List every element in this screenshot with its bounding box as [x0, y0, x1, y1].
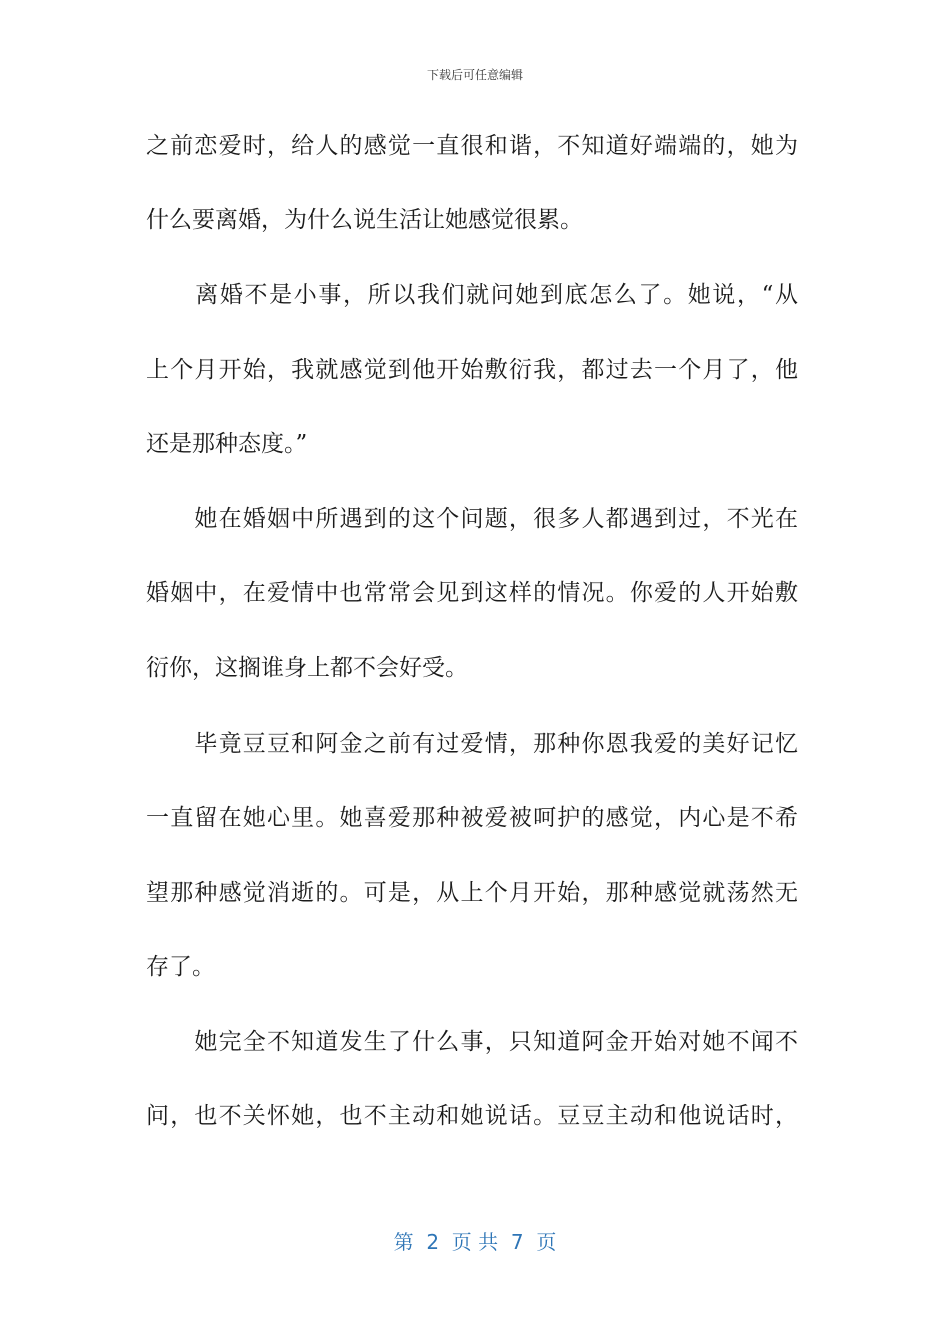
text-line: 问，也不关怀她，也不主动和她说话。豆豆主动和他说话时，: [146, 1103, 798, 1129]
text-line: 衍你，这搁谁身上都不会好受。: [146, 655, 468, 681]
text-line: 毕竟豆豆和阿金之前有过爱情，那种你恩我爱的美好记忆: [146, 731, 798, 757]
text-line: 一直留在她心里。她喜爱那种被爱被呵护的感觉，内心是不希: [146, 805, 798, 831]
page-footer: 第 2 页 共 7 页: [393, 1230, 557, 1254]
text-line: 什么要离婚，为什么说生活让她感觉很累。: [146, 207, 583, 233]
text-line: 婚姻中，在爱情中也常常会见到这样的情况。你爱的人开始敷: [146, 580, 798, 606]
text-line: 她在婚姻中所遇到的这个问题，很多人都遇到过，不光在: [146, 506, 798, 532]
text-line: 存了。: [146, 954, 215, 980]
text-line: 望那种感觉消逝的。可是，从上个月开始，那种感觉就荡然无: [146, 880, 798, 906]
text-line: 上个月开始，我就感觉到他开始敷衍我，都过去一个月了，他: [146, 357, 798, 383]
page-header: 下载后可任意编辑: [426, 68, 523, 82]
text-line: 还是那种态度。”: [146, 431, 308, 457]
text-line: 她完全不知道发生了什么事，只知道阿金开始对她不闻不: [146, 1029, 798, 1055]
text-line: 离婚不是小事，所以我们就问她到底怎么了。她说，“从: [146, 282, 798, 308]
text-line: 之前恋爱时，给人的感觉一直很和谐，不知道好端端的，她为: [146, 133, 798, 159]
